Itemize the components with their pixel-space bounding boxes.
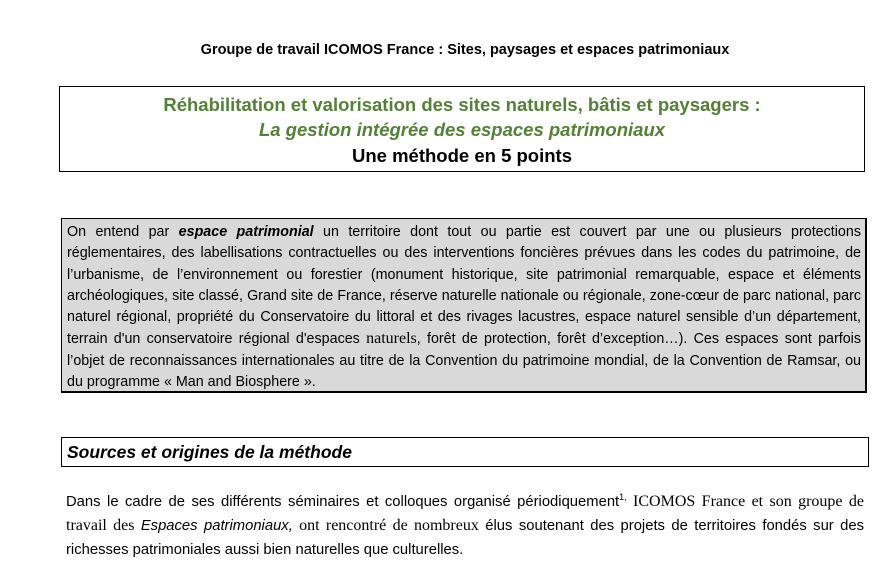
- section-heading: Sources et origines de la méthode: [67, 442, 352, 462]
- definition-term: espace patrimonial: [178, 224, 314, 240]
- body-part3: Espaces patrimoniaux,: [140, 518, 293, 534]
- section-heading-box: [61, 437, 869, 467]
- title-main: [60, 93, 864, 117]
- body-part2: ICOMOS France et son groupe de travail des: [66, 493, 864, 534]
- definition-part1: un territoire dont tout ou partie est couvert par une ou plusieurs protections réglementaires, des labellisations contractuelles ou des interventions foncières prévues dans les codes du patrimoine, de l’urbanisme, de l’environnement ou forestier (monument historique, site patrimonial remarquable, espace et éléments archéologiques, site classé, Grand site de France, réserve naturelle nationale ou régionale, zone-cœur de parc national, parc naturel régional, propriété du Conservatoire du littoral et des rivages lacustres, espace naturel sensible d’un département, terrain d'un conservatoire régional d'espaces: [67, 224, 861, 348]
- title-method: Une méthode en 5 points: [352, 145, 572, 166]
- body-part5: élus soutenant des projets de territoires fondés sur des richesses patrimoniales aussi bien naturelles que culturelles.: [66, 518, 864, 558]
- body-paragraph: [66, 490, 864, 562]
- body-part4: ont rencontré de nombreux: [292, 517, 479, 534]
- document-header: Groupe de travail ICOMOS France : Sites, paysages et espaces patrimoniaux: [200, 42, 730, 58]
- title-box: [59, 86, 865, 172]
- definition-lead: On entend par: [67, 224, 170, 240]
- body-part1: Dans le cadre de ses différents séminaires et colloques organisé périodiquement: [66, 494, 620, 510]
- footnote-marker: 1,: [619, 492, 627, 503]
- title-colon: :: [754, 94, 761, 115]
- title-subtitle: La gestion intégrée des espaces patrimoniaux: [258, 119, 666, 140]
- definition-serif-word: naturels: [366, 330, 417, 348]
- title-main-text: Réhabilitation et valorisation des sites naturels, bâtis et paysagers: [163, 94, 750, 115]
- definition-box: [61, 218, 867, 393]
- definition-part2: , forêt de protection, forêt d’exception…). Ces espaces sont parfois l’objet de reconnaissances internationales au titre de la Convention du patrimoine mondial, de la Convention de Ramsar, ou du programme « Man and Biosphere ».: [67, 331, 861, 391]
